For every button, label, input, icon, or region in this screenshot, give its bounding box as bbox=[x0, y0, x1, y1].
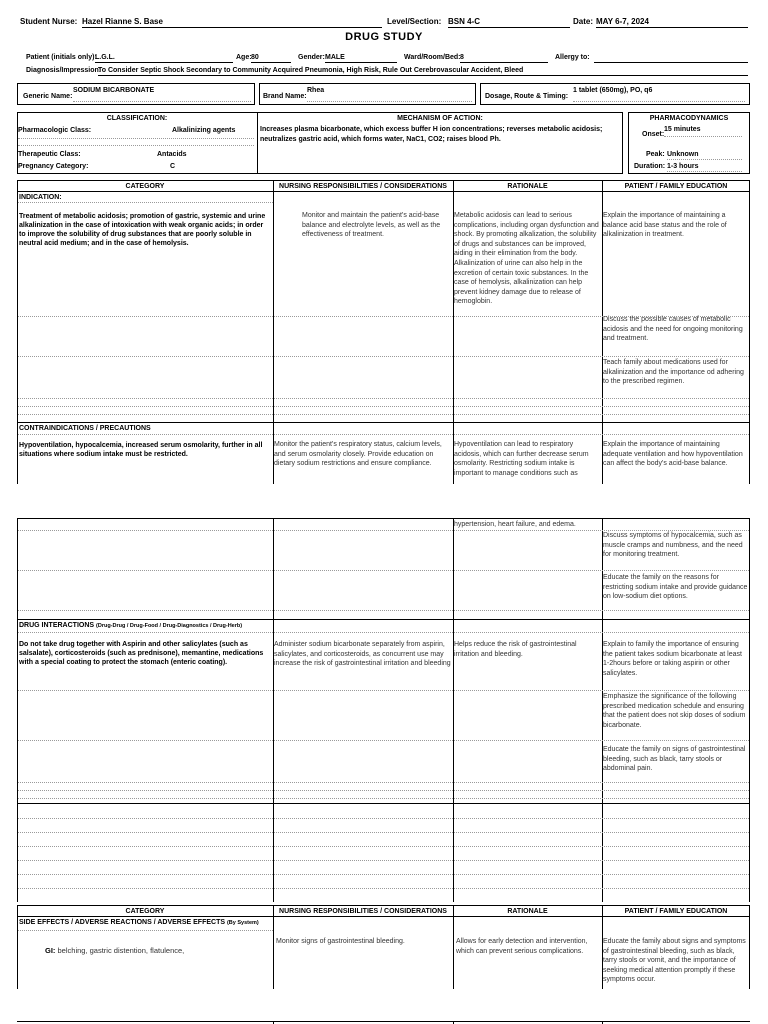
interactions-heading-text: DRUG INTERACTIONS bbox=[19, 622, 95, 629]
gender-label: Gender: bbox=[298, 54, 325, 61]
col-category-2: CATEGORY bbox=[125, 908, 165, 915]
col-category: CATEGORY bbox=[125, 183, 165, 190]
brand-name-value: Rhea bbox=[307, 87, 325, 94]
student-label: Student Nurse: bbox=[20, 17, 78, 26]
classification-heading: CLASSIFICATION: bbox=[106, 115, 168, 122]
date-label: Date: bbox=[573, 17, 594, 26]
gi-row bbox=[45, 946, 184, 955]
indication-education-3: Teach family about medications used for alkalinization and the importance od adhering to the prescribed regimen. bbox=[603, 359, 744, 386]
age-label: Age: bbox=[236, 54, 252, 61]
pregnancy-value: C bbox=[170, 163, 176, 170]
interactions-rationale: Helps reduce the risk of gastrointestinal irritation and bleeding. bbox=[454, 641, 577, 658]
contraindications-education-3: Educate the family on the reasons for restricting sodium intake and provide guidance on low-sodium diet options. bbox=[603, 574, 748, 601]
pregnancy-label: Pregnancy Category: bbox=[18, 163, 89, 170]
thera-class-label: Therapeutic Class: bbox=[18, 151, 81, 158]
diagnosis-label: Diagnosis/Impression: bbox=[26, 67, 102, 74]
age-value: 80 bbox=[251, 53, 291, 63]
student-name: Hazel Rianne S. Base bbox=[82, 17, 382, 28]
generic-name-box bbox=[17, 83, 255, 105]
pharm-class-value: Alkalinizing agents bbox=[172, 127, 236, 134]
onset-value: 15 minutes bbox=[664, 126, 701, 133]
indication-text: Treatment of metabolic acidosis; promotion of gastric, systemic and urine alkalinization in the case of intoxication with weak organic acids; in order to improve the solubility of drug substances that are poorly soluble in neutral acid medium; and in the case of hemolysis. bbox=[19, 213, 266, 247]
allergy-label: Allergy to: bbox=[555, 54, 590, 61]
pharm-class-label: Pharmacologic Class: bbox=[18, 127, 92, 134]
col-rationale: RATIONALE bbox=[507, 183, 548, 190]
contraindications-rationale-cont: hypertension, heart failure, and edema. bbox=[454, 521, 576, 528]
side-effects-education: Educate the family about signs and symptoms of gastrointestinal bleeding, such as black, tarry stools or vomit, and the importance of seeking medical attention promptly if these symptoms occur. bbox=[603, 938, 746, 984]
date-value: MAY 6-7, 2024 bbox=[596, 17, 748, 28]
peak-value: Unknown bbox=[667, 151, 699, 158]
pharmacodynamics-heading: PHARMACODYNAMICS bbox=[649, 115, 729, 122]
thera-class-value: Antacids bbox=[157, 151, 187, 158]
side-effects-subheading: (By System) bbox=[226, 920, 259, 926]
level-label: Level/Section: bbox=[387, 17, 442, 26]
side-effects-nursing: Monitor signs of gastrointestinal bleeding. bbox=[276, 938, 405, 945]
interactions-text: Do not take drug together with Aspirin and other salicylates (such as salsalate), corticosteroids (such as prednisone), memantine, medications with a special coating to protect the stomach (enteric coating). bbox=[19, 641, 264, 666]
indication-rationale: Metabolic acidosis can lead to serious complications, including organ dysfunction and shock. By promoting alkalization, the solubility of drugs and substances can be improved, aiding in their elimination from the body. Alkalinization of urine can also help in the excretion of certain toxic substances. In the case of hemolysis, alkalinization can help prevent kidney damage due to release of hemoglobin. bbox=[454, 212, 599, 306]
indication-education-2: Discuss the possible causes of metabolic acidosis and the need for ongoing monitoring and treatment. bbox=[603, 316, 743, 343]
col-nursing: NURSING RESPONSIBILITIES / CONSIDERATIONS bbox=[279, 183, 447, 190]
interactions-nursing: Administer sodium bicarbonate separately from aspirin, salicylates, and corticosteroids, as concurrent use may increase the risk of gastrointestinal irritation and bleeding bbox=[274, 641, 451, 668]
col-education-2: PATIENT / FAMILY EDUCATION bbox=[624, 908, 728, 915]
dosage-value: 1 tablet (650mg), PO, q6 bbox=[573, 87, 653, 94]
generic-name-value: SODIUM BICARBONATE bbox=[73, 87, 155, 94]
contraindications-nursing: Monitor the patient's respiratory status, calcium levels, and serum osmolarity closely. Provide education on dietary sodium restrictions and ensure compliance. bbox=[274, 441, 442, 468]
interactions-education-2: Emphasize the significance of the following prescribed medication schedule and ensuring that the patient does not skip doses of sodium bicarbonate. bbox=[603, 693, 746, 729]
interactions-education-1: Explain to family the importance of ensuring the patient takes sodium bicarbonate at least 1-2hours before or taking aspirin or other salicylates. bbox=[603, 641, 742, 677]
generic-name-label: Generic Name: bbox=[23, 93, 73, 100]
col-nursing-2: NURSING RESPONSIBILITIES / CONSIDERATIONS bbox=[279, 908, 447, 915]
dosage-label: Dosage, Route & Timing: bbox=[485, 93, 569, 100]
indication-education-1: Explain the importance of maintaining a balance acid base status and the role of alkalinization in treatment. bbox=[603, 212, 727, 239]
brand-name-label: Brand Name: bbox=[263, 93, 307, 100]
side-effects-rationale: Allows for early detection and intervention, which can prevent serious complications. bbox=[456, 938, 588, 955]
interactions-subheading: (Drug-Drug / Drug-Food / Drug-Diagnostics / Drug-Herb) bbox=[96, 623, 243, 629]
diagnosis-value: To Consider Septic Shock Secondary to Community Acquired Pneumonia, High Risk, Rule Out Cerebrovascular Accident, Bleed bbox=[98, 66, 748, 76]
contraindications-education-1: Explain the importance of maintaining adequate ventilation and how hypoventilation can affect the body's acid-base balance. bbox=[603, 441, 743, 468]
peak-label: Peak: bbox=[646, 151, 665, 158]
col-rationale-2: RATIONALE bbox=[507, 908, 548, 915]
ward-label: Ward/Room/Bed: bbox=[404, 54, 461, 61]
duration-value: 1-3 hours bbox=[667, 163, 699, 170]
onset-label: Onset: bbox=[642, 131, 665, 138]
indication-nursing: Monitor and maintain the patient's acid-base balance and electrolyte levels, as well as the effectiveness of treatment. bbox=[302, 212, 441, 239]
gi-text: belching, gastric distention, flatulence, bbox=[57, 946, 185, 955]
mechanism-heading: MECHANISM OF ACTION: bbox=[397, 115, 483, 122]
page-title: DRUG STUDY bbox=[345, 31, 423, 43]
patient-initials-value: L.G.L. bbox=[95, 53, 233, 63]
mechanism-text: Increases plasma bicarbonate, which excess buffer H ion concentrations; reverses metabolic acidosis; neutralizes gastric acid, which forms water, NaC1, CO2; raises blood Ph. bbox=[260, 126, 603, 143]
gender-value: MALE bbox=[325, 53, 397, 63]
contraindications-heading: CONTRAINDICATIONS / PRECAUTIONS bbox=[19, 425, 151, 432]
interactions-heading bbox=[19, 621, 242, 631]
allergy-value bbox=[594, 53, 748, 63]
brand-name-box bbox=[259, 83, 476, 105]
ward-value: 8 bbox=[460, 53, 548, 63]
patient-initials-label: Patient (initials only): bbox=[26, 54, 97, 61]
contraindications-text: Hypoventilation, hypocalcemia, increased serum osmolarity, further in all situations where sodium intake must be restricted. bbox=[19, 442, 263, 458]
side-effects-heading-text: SIDE EFFECTS / ADVERSE REACTIONS / ADVERSE EFFECTS bbox=[19, 919, 226, 926]
interactions-education-3: Educate the family on signs of gastrointestinal bleeding, such as black, tarry stools or abdominal pain. bbox=[603, 746, 746, 773]
col-education: PATIENT / FAMILY EDUCATION bbox=[624, 183, 728, 190]
duration-label: Duration: bbox=[634, 163, 666, 170]
gi-label: GI: bbox=[45, 946, 56, 955]
dosage-box bbox=[480, 83, 750, 105]
indication-heading: INDICATION: bbox=[19, 194, 62, 201]
side-effects-heading bbox=[19, 918, 259, 928]
contraindications-rationale: Hypoventilation can lead to respiratory acidosis, which can further decrease serum osmolarity. Restricting sodium intake is important to manage conditions such as bbox=[454, 441, 589, 477]
contraindications-education-2: Discuss symptoms of hypocalcemia, such as muscle cramps and numbness, and the need for monitoring treatment. bbox=[603, 532, 743, 559]
level-value: BSN 4-C bbox=[448, 17, 570, 28]
